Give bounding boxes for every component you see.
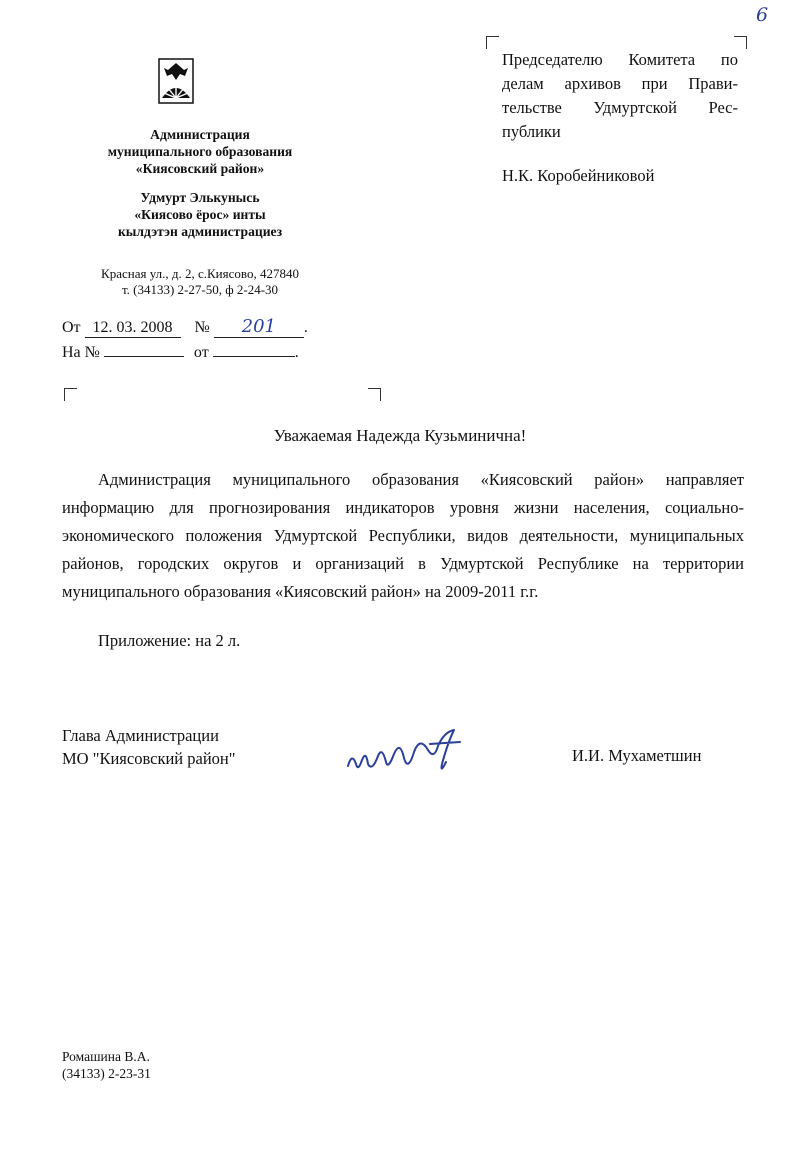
number-dot: . [303,319,308,336]
appendix: Приложение: на 2 л. [98,631,241,650]
signatory-title [62,724,235,770]
addressee-line: Председателю Комитета по [502,50,738,69]
organization-name-udm [62,189,338,240]
incoming-dot: . [294,344,299,361]
organization-header [62,126,338,252]
org-line: Администрация [150,127,250,142]
letter-body: Администрация муниципального образования «Киясовский район» направляет информацию для прогнозирования индикаторов уровня жизни населения, социально-экономического положения Удмуртской Республики, видов деятельности, муниципальных районов, городских округов и организаций в Удмуртской Республике на территории муниципального образования «Киясовский район» на 2009-2011 г.г. [62,470,744,601]
number-label: № [194,319,210,336]
addressee-name: Н.К. Коробейниковой [502,166,655,185]
letter-number: 201 [214,316,304,338]
org-line: муниципального образования [107,144,293,159]
page-number: 6 [756,4,769,26]
signatory-title-line: Глава Администрации [62,726,219,745]
org-line: Удмурт Элькунысь [140,190,260,205]
signatory-name: И.И. Мухаметшин [572,746,702,765]
incoming-reference [62,344,299,362]
executor-phone: (34133) 2-23-31 [62,1066,151,1081]
org-line: «Киясово ёрос» инты [134,207,266,222]
coat-of-arms-icon [158,58,194,104]
executor-name: Ромашина В.А. [62,1049,150,1064]
organization-name-ru [62,126,338,177]
handwritten-signature [342,722,472,782]
addressee-line: тельстве Удмуртской Рес- [502,98,738,117]
subject-corner-left [64,388,77,401]
to-from-label: от [193,344,209,361]
executor-info [62,1048,151,1082]
outgoing-reference [62,316,308,338]
addressee-line: публики [502,122,561,141]
addressee-line: делам архивов при Прави- [502,74,738,93]
phones: т. (34133) 2-27-50, ф 2-24-30 [121,282,279,297]
salutation: Уважаемая Надежда Кузьминична! [273,426,527,445]
to-label: На № [62,344,100,361]
addressee-corner-left [486,36,499,49]
signatory-title-line: МО "Киясовский район" [62,749,236,768]
subject-corner-right [368,388,381,401]
from-label: От [62,319,81,336]
addressee-block [502,48,738,188]
to-date [213,356,295,357]
letter-date: 12. 03. 2008 [85,319,181,338]
organization-contacts [62,266,338,298]
org-line: «Киясовский район» [135,161,265,176]
address: Красная ул., д. 2, с.Киясово, 427840 [101,266,299,281]
org-line: кылдэтэн администрациез [117,224,283,239]
to-number [104,356,184,357]
